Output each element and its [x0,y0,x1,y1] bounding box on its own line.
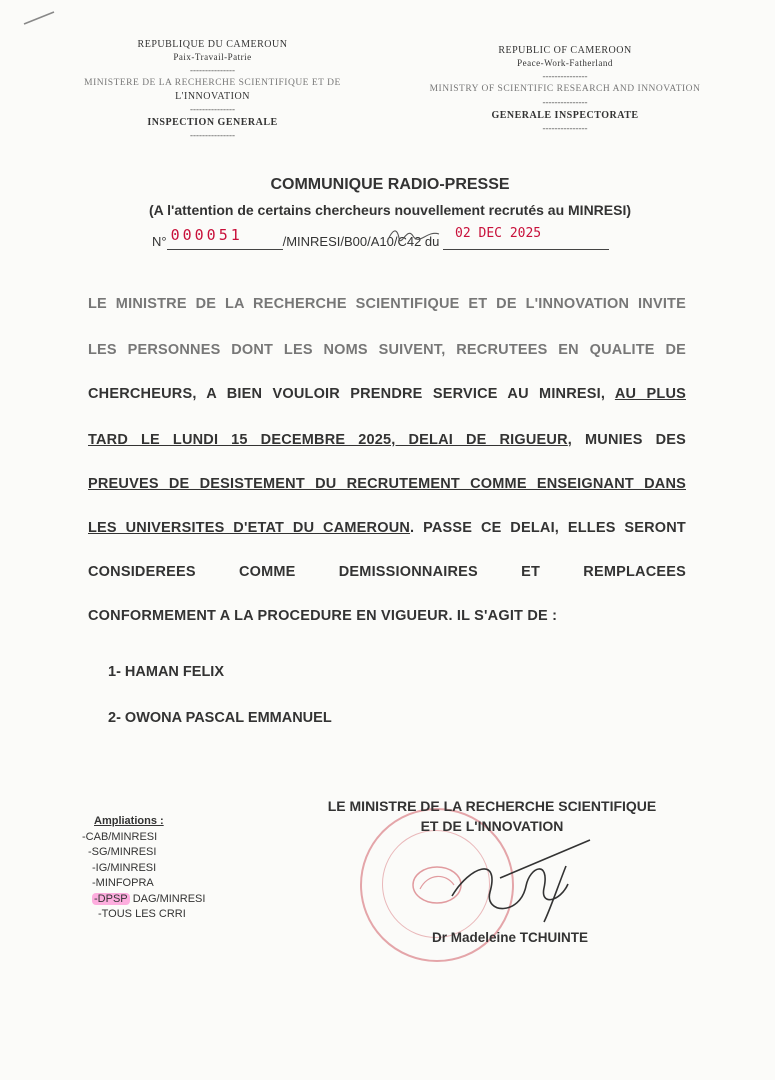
department-en: GENERALE INSPECTORATE [491,110,639,121]
ministry-fr-line2: L'INNOVATION [175,91,250,102]
reference-prefix: N° [152,234,167,249]
motto-en: Peace-Work-Fatherland [517,58,613,68]
body-line-4 [88,432,686,448]
amplification-item: -TOUS LES CRRI [98,908,186,920]
signatory-title-line-2: ET DE L'INNOVATION [420,818,564,834]
deadline-start: AU PLUS [614,386,686,402]
amplification-item: -IG/MINRESI [92,861,157,874]
reference-number: 000051 [170,226,243,244]
separator: --------------- [542,97,588,107]
department-fr: INSPECTION GENERALE [147,117,278,128]
reference-code: /MINRESI/B00/A10/C42 du [282,234,440,249]
body-line-2: LES PERSONNES DONT LES NOMS SUIVENT, RECRUTEES EN QUALITE DE [88,342,686,358]
ministry-fr-line1: MINISTERE DE LA RECHERCHE SCIENTIFIQUE ET DE [84,78,341,88]
letterhead-right [405,44,725,135]
motto-fr: Paix-Travail-Patrie [173,52,252,62]
separator: --------------- [190,130,235,140]
body-line-3 [88,386,686,402]
name-item-1: 1- HAMAN FELIX [108,664,224,680]
reference-date: 02 DEC 2025 [455,226,542,241]
amplification-item: DAG/MINRESI [132,892,206,905]
amplifications-list [82,814,205,923]
body-line-5: PREUVES DE DESISTEMENT DU RECRUTEMENT COMME ENSEIGNANT DANS [88,476,686,492]
separator: --------------- [542,123,588,133]
body-line-7: CONSIDEREES COMME DEMISSIONNAIRES ET REMPLACEES [88,564,686,580]
separator: --------------- [542,71,588,81]
letterhead-left [60,38,365,142]
body-line-1: LE MINISTRE DE LA RECHERCHE SCIENTIFIQUE ET DE L'INNOVATION INVITE [88,296,686,312]
universities-phrase: LES UNIVERSITES D'ETAT DU CAMEROUN [88,520,411,536]
signatory-title-line-1: LE MINISTRE DE LA RECHERCHE SCIENTIFIQUE [327,798,657,814]
document-subtitle: (A l'attention de certains chercheurs nouvellement recrutés au MINRESI) [148,202,632,218]
country-en: REPUBLIC OF CAMEROON [498,45,632,56]
body-line-6 [88,520,686,536]
separator: --------------- [190,65,235,75]
amplifications-heading: Ampliations : [94,815,164,827]
country-fr: REPUBLIQUE DU CAMEROUN [137,39,288,50]
body-line-6b: . PASSE CE DELAI, ELLES SERONT [410,520,686,536]
signatory-name: Dr Madeleine TCHUINTE [431,930,589,945]
amplification-item: -SG/MINRESI [88,846,157,858]
ministry-en: MINISTRY OF SCIENTIFIC RESEARCH AND INNOVATION [429,84,701,94]
handwritten-signature-icon [440,826,620,936]
body-line-4b: , MUNIES DES [567,432,686,448]
reference-number-field [167,226,283,250]
amplification-item: -MINFOPRA [92,877,154,889]
amplification-item: -CAB/MINRESI [82,830,158,843]
body-line-8: CONFORMEMENT A LA PROCEDURE EN VIGUEUR. IL S'AGIT DE : [88,608,558,624]
document-title: COMMUNIQUE RADIO-PRESSE [270,176,510,193]
pen-mark-icon [20,8,60,28]
separator: --------------- [190,104,235,114]
name-item-2: 2- OWONA PASCAL EMMANUEL [108,710,332,726]
initials-signature-icon [383,224,443,248]
amplification-item-highlighted: -DPSP [94,892,128,905]
reference-date-field [443,226,609,250]
body-line-3a: CHERCHEURS, A BIEN VOULOIR PRENDRE SERVICE AU MINRESI, [88,386,606,402]
deadline-date: TARD LE LUNDI 15 DECEMBRE 2025, DELAI DE RIGUEUR [88,432,568,448]
